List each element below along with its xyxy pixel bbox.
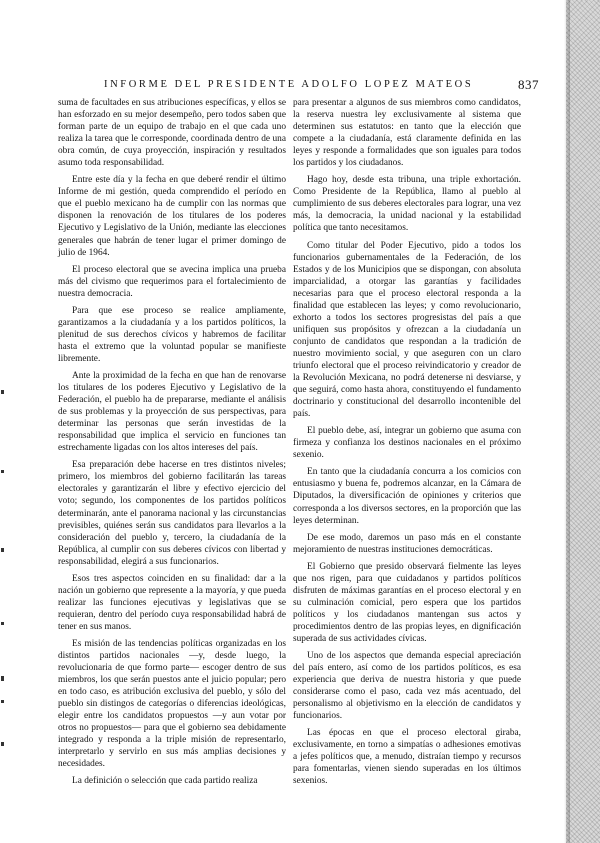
paragraph: Las épocas en que el proceso electoral giraba, exclusivamente, en torno a simpatías o adhesiones emotivas a jefes políticos que, a menudo, distraían tiempo y recursos para fomentarlas, vienen siendo superadas en los últimos sexenios. [293, 728, 521, 787]
page-edge-shadow [564, 0, 570, 843]
right-column [293, 97, 521, 793]
paragraph: Para que ese proceso se realice ampliamente, garantizamos a la ciudadanía y a los partidos políticos, la plenitud de sus derechos cívicos y habremos de facilitar hasta el extremo que la voluntad popular se manifieste libremente. [58, 305, 286, 364]
left-column [58, 97, 286, 793]
paragraph: Esos tres aspectos coinciden en su finalidad: dar a la nación un gobierno que represente a la mayoría, y que pueda realizar las funciones ejecutivas y legislativas que se requieran, dentro del período cuya responsabilidad habrá de tener en sus manos. [58, 573, 286, 632]
paragraph: Esa preparación debe hacerse en tres distintos niveles; primero, los miembros del gobierno facilitarán las tareas electorales y garantizarán el libre y efectivo ejercicio del voto; segundo, los componentes de los partidos políticos determinarán, ante el panorama nacional y las circunstancias previsibles, quiénes serán sus candidatos para llevarlos a la consideración del pueblo y, tercero, la ciudadanía de la República, al cumplir con sus deberes cívicos con libertad y responsabilidad, elegirá a sus funcionarios. [58, 460, 286, 567]
paragraph: Hago hoy, desde esta tribuna, una triple exhortación. Como Presidente de la República, llamo al pueblo al cumplimiento de sus deberes electorales para lograr, una vez más, la democracia, la unidad nacional y la estabilidad política que tanto necesitamos. [293, 175, 521, 234]
paragraph: Ante la proximidad de la fecha en que han de renovarse los titulares de los poderes Ejecutivo y Legislativo de la Federación, el pueblo ha de prepararse, mediante el análisis de sus problemas y la proyección de sus perspectivas, para determinar las personas que serán investidas de la responsabilidad que implica el servicio en funciones tan estrechamente ligadas con los altos intereses del país. [58, 370, 286, 454]
paragraph: El pueblo debe, así, integrar un gobierno que asuma con firmeza y confianza los destinos nacionales en el próximo sexenio. [293, 426, 521, 461]
paragraph: Uno de los aspectos que demanda especial apreciación del país entero, así como de los partidos políticos, es esa experiencia que deriva de nuestra historia y que puede considerarse como el paso, cada vez más acentuado, del personalismo al objetivismo en la elección de candidatos y funcionarios. [293, 651, 521, 722]
paragraph: para presentar a algunos de sus miembros como candidatos, la reserva nuestra ley exclusivamente al sistema que determinen sus estatutos: en tanto que la elección que compete a la ciudadanía, está claramente definida en las leyes y responde a formalidades que son iguales para todos los partidos y los ciudadanos. [293, 98, 521, 169]
page-number: 837 [518, 77, 539, 92]
paragraph: En tanto que la ciudadanía concurra a los comicios con entusiasmo y buena fe, podremos alcanzar, en la Cámara de Diputados, la diversificación de opiniones y criterios que corresponda a los diversos sectores, en la proporción que las leyes determinan. [293, 467, 521, 526]
paragraph: Como titular del Poder Ejecutivo, pido a todos los funcionarios gubernamentales de la Federación, de los Estados y de los Municipios que se dispongan, con absoluta imparcialidad, a otorgar las garantías y facilidades necesarias para que el proceso electoral responda a la finalidad que establecen las leyes; y como revolucionario, exhorto a todos los sectores progresistas del país a que unifiquen sus propósitos y ofrezcan a la ciudadanía un conjunto de candidatos que respondan a la tradición de nuestro movimiento social, y que aseguren con un claro triunfo electoral que el proceso reivindicatorio y creador de la Revolución Mexicana, no podrá detenerse ni desviarse, y que seguirá, como hasta ahora, constituyendo el fundamento doctrinario y constitucional del desarrollo incontenible del país. [293, 240, 521, 420]
paragraph: Entre este día y la fecha en que deberé rendir el último Informe de mi gestión, queda comprendido el período en que el pueblo mexicano ha de cumplir con las normas que disponen la renovación de los titulares de los poderes Ejecutivo y Legislativo de la Unión, mediante las elecciones generales que habrán de tener lugar el primer domingo de julio de 1964. [58, 175, 286, 258]
left-margin-marks [0, 0, 10, 843]
scanned-page-edge [566, 0, 600, 843]
paragraph: El proceso electoral que se avecina implica una prueba más del civismo que requerimos para el fortalecimiento de nuestra democracia. [58, 264, 286, 299]
running-header: INFORME DEL PRESIDENTE ADOLFO LOPEZ MATEOS [104, 79, 474, 90]
paragraph: La definición o selección que cada partido realiza [72, 776, 258, 787]
paragraph: Es misión de las tendencias políticas organizadas en los distintos partidos nacionales —y, desde luego, la revolucionaria de que formo parte— escoger dentro de sus miembros, los que serán puestos ante el juicio popular; pero en todo caso, es atribución exclusiva del pueblo, y sólo del pueblo sin distingos de categorías o diferencias ideológicas, elegir entre los candidatos propuestos —y aun votar por otros no propuestos— para que el gobierno sea debidamente integrado y responda a la triple misión de representarlo, interpretarlo y servirlo en sus más amplias decisiones y necesidades. [58, 638, 286, 770]
paragraph: suma de facultades en sus atribuciones específicas, y ellos se han esforzado en su mejor desempeño, pero todos saben que forman parte de un equipo de trabajo en el que cada uno realiza la tarea que le corresponde, coordinada dentro de una obra común, de cuya proyección, inspiración y resultados asumo toda responsabilidad. [58, 98, 286, 169]
paragraph: De ese modo, daremos un paso más en el constante mejoramiento de nuestras instituciones democráticas. [293, 532, 521, 555]
paragraph: El Gobierno que presido observará fielmente las leyes que nos rigen, para que cuidadanos y partidos políticos disfruten de máximas garantías en el proceso electoral y en su culminación comicial, pero espera que los partidos políticos y los ciudadanos mantengan sus actos y procedimientos dentro de las propias leyes, en dignificación superada de sus actividades cívicas. [293, 561, 521, 644]
